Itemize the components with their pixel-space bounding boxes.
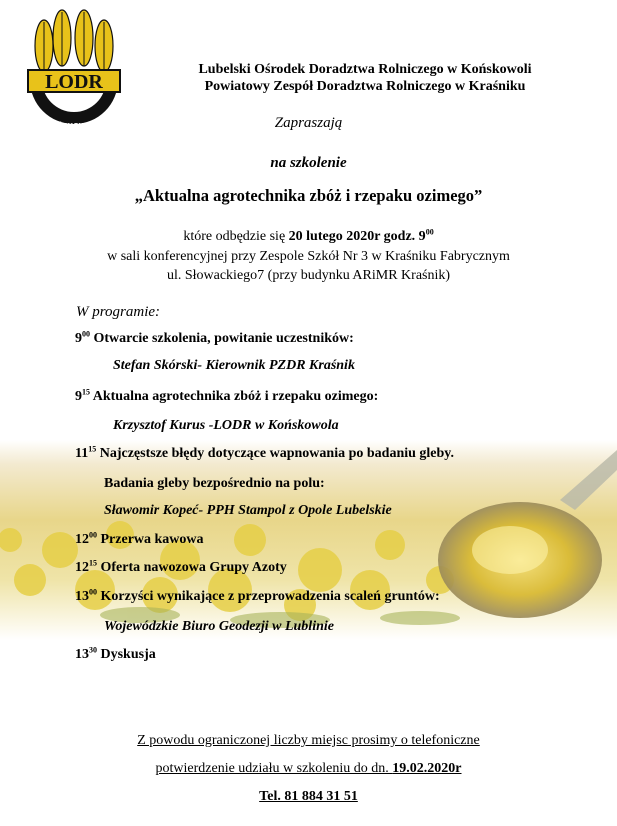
event-date-line bbox=[0, 229, 617, 245]
program-item-extra: Badania gleby bezpośrednio na polu: bbox=[104, 476, 325, 491]
contact-phone: Tel. 81 884 31 51 bbox=[259, 789, 358, 804]
event-date: 20 lutego 2020r godz. 9 bbox=[288, 229, 426, 244]
subtitle: na szkolenie bbox=[270, 155, 347, 171]
program-speaker: Wojewódzkie Biuro Geodezji w Lublinie bbox=[104, 619, 334, 634]
date-prefix: które odbędzie się bbox=[183, 229, 289, 244]
program-item: $11^{15}$ Najczęstsze błędy dotyczące wapnowania po badaniu gleby. bbox=[75, 444, 455, 461]
program-item: $13^{30}$ Dyskusja bbox=[75, 645, 156, 662]
event-time-minutes: 00 bbox=[425, 227, 434, 237]
program-item: $12^{00}$ Przerwa kawowa bbox=[75, 530, 204, 547]
program-item: $9^{15}$ Aktualna agrotechnika zbóż i rzepaku ozimego: bbox=[75, 387, 379, 404]
program-heading: W programie: bbox=[76, 304, 161, 320]
footer-notice-line-2: potwierdzenie udziału w szkoleniu do dn. 19.02.2020r bbox=[155, 761, 462, 776]
event-address: ul. Słowackiego7 (przy budynku ARiMR Kraśnik) bbox=[166, 268, 451, 283]
program-speaker: Sławomir Kopeć- PPH Stampol z Opole Lubelskie bbox=[104, 503, 392, 518]
organizer-line-2: Powiatowy Zespół Doradztwa Rolniczego w Kraśniku bbox=[204, 79, 526, 94]
organizer-line-1: Lubelski Ośrodek Doradztwa Rolniczego w Końskowoli bbox=[198, 62, 532, 77]
event-venue: w sali konferencyjnej przy Zespole Szkół Nr 3 w Kraśniku Fabrycznym bbox=[107, 249, 510, 264]
program-speaker: Krzysztof Kurus -LODR w Końskowola bbox=[113, 418, 339, 433]
confirmation-deadline: 19.02.2020r bbox=[392, 761, 462, 776]
logo-ring-text: KOŃSKOWOLA bbox=[46, 121, 102, 130]
logo-text: LODR bbox=[45, 71, 103, 93]
program-speaker: Stefan Skórski- Kierownik PZDR Kraśnik bbox=[113, 358, 355, 373]
program-item: $12^{15}$ Oferta nawozowa Grupy Azoty bbox=[75, 558, 287, 575]
invite-text: Zapraszają bbox=[274, 115, 343, 131]
training-title: „Aktualna agrotechnika zbóż i rzepaku ozimego” bbox=[134, 186, 483, 205]
program-item: $13^{00}$ Korzyści wynikające z przeprowadzenia scaleń gruntów: bbox=[75, 587, 440, 604]
footer-notice-line-1: Z powodu ograniczonej liczby miejsc prosimy o telefoniczne bbox=[137, 733, 480, 748]
program-item: $9^{00}$ Otwarcie szkolenia, powitanie uczestników: bbox=[75, 329, 354, 346]
